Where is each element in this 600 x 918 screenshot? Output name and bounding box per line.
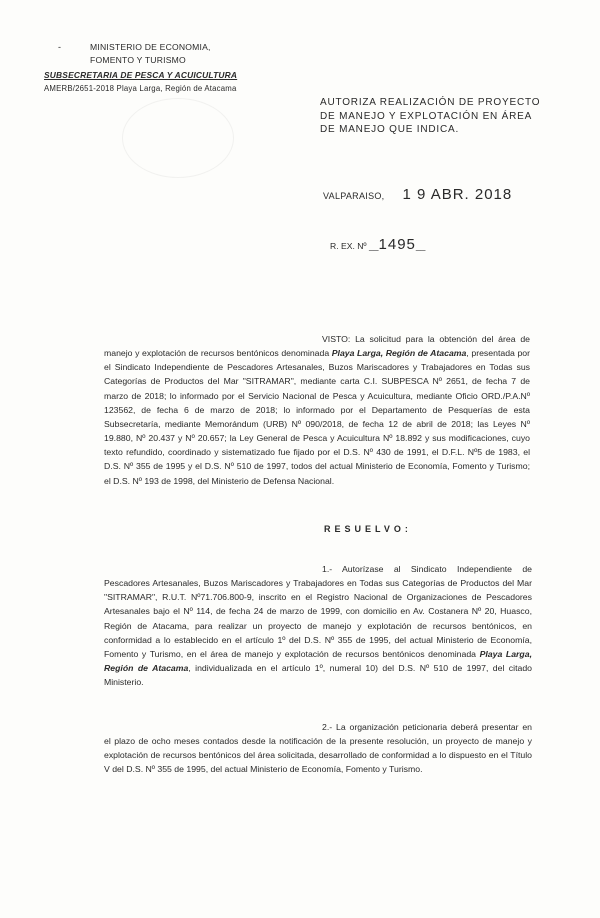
resolution-number-value: 1495	[378, 236, 416, 253]
article-1-text-2: , individualizada en el artículo 1º, numeral 10) del D.S. Nº 510 de 1997, del citado Ministerio.	[104, 663, 532, 688]
reference-line: AMERB/2651-2018 Playa Larga, Región de Atacama	[44, 84, 237, 93]
article-2-paragraph: 2.- La organización peticionaria deberá presentar en el plazo de ocho meses contados desde la notificación de la presente resolución, un proyecto de manejo y explotación de recursos bentónicos del área solicitada, desarrollado de conformidad a lo dispuesto en el Título V del D.S. Nº 355 de 1995, del actual Ministerio de Economía, Fomento y Turismo.	[104, 722, 532, 775]
article-1-area-name: Playa Larga, Región de Atacama	[104, 648, 532, 674]
resolution-number: R. EX. Nº __1495__	[330, 236, 426, 253]
subsecretaria-heading: SUBSECRETARIA DE PESCA Y ACUICULTURA	[44, 70, 238, 80]
faded-stamp	[122, 98, 234, 178]
ministry-line-2: FOMENTO Y TURISMO	[90, 55, 186, 65]
visto-text-2: , presentada por el Sindicato Independiente de Pescadores Artesanales, Buzos Mariscadores y Trabajadores en Todas sus Categorías de Productos del Mar "SITRAMAR", mediante carta C.I. SUBPESCA Nº 2651, de fecha 7 de marzo de 2018; lo informado por el Servicio Nacional de Pesca y Acuicultura, mediante Oficio ORD./P.A.Nº 123562, de fecha 6 de marzo de 2018; lo informado por el Departamento de Pesquerías de esta Subsecretaría, mediante Memorándum (URB) Nº 090/2018, de fecha 12 de abril de 2018; las Leyes Nº 19.880, Nº 20.437 y Nº 20.657; la Ley General de Pesca y Acuicultura Nº 18.892 y sus modificaciones, cuyo texto refundido, coordinado y sistematizado fue fijado por el D.S. Nº 430 de 1991, el D.F.L. Nº5 de 1983, el D.S. Nº 355 de 1995 y el D.S. Nº 510 de 1997, todos del actual Ministerio de Economía, Fomento y Turismo; el D.S. Nº 193 de 1998, del Ministerio de Defensa Nacional.	[104, 348, 530, 486]
visto-area-name: Playa Larga, Región de Atacama	[331, 348, 467, 359]
resuelvo-heading: RESUELVO:	[324, 524, 412, 534]
article-1-paragraph	[104, 562, 532, 689]
ministry-line-1: MINISTERIO DE ECONOMIA,	[90, 42, 211, 52]
date: 1 9 ABR. 2018	[402, 186, 513, 203]
article-1-text-1: 1.- Autorízase al Sindicato Independiente de Pescadores Artesanales, Buzos Mariscadores y Trabajadores en Todas sus Categorías de Productos del Mar "SITRAMAR", R.U.T. Nº71.706.800-9, inscrito en el Registro Nacional de Organizaciones de Pescadores Artesanales bajo el Nº 114, de fecha 24 de marzo de 1999, con domicilio en Av. Costanera Nº 20, Huasco, Región de Atacama, para realizar un proyecto de manejo y explotación de recursos bentónicos, en conformidad a lo establecido en el artículo 1º del D.S. Nº 355 de 1995, del actual Ministerio de Economía, Fomento y Turismo, en el área de manejo y explotación de recursos bentónicos denominada	[104, 564, 532, 659]
visto-label: VISTO:	[322, 334, 351, 344]
visto-paragraph	[104, 332, 530, 488]
visto-text-1: La solicitud para la obtención del área de manejo y explotación de recursos bentónicos denominada	[104, 334, 530, 359]
resolution-title: AUTORIZA REALIZACIÓN DE PROYECTO DE MANEJO Y EXPLOTACIÓN EN ÁREA DE MANEJO QUE INDICA.	[320, 97, 541, 135]
resolution-label: R. EX. Nº	[330, 241, 367, 251]
place: VALPARAISO,	[323, 191, 385, 201]
place-date	[323, 186, 512, 203]
margin-mark: -	[58, 42, 61, 52]
